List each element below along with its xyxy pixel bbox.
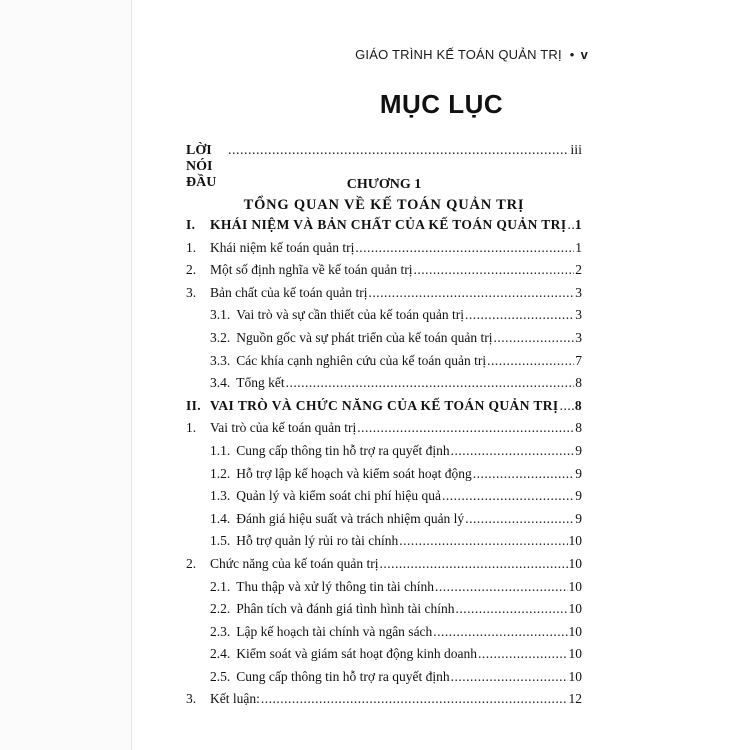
toc-entry-page: 10 xyxy=(568,555,582,571)
toc-entry[interactable] xyxy=(186,533,582,556)
toc-entry-text: Bản chất của kế toán quản trị xyxy=(210,284,368,300)
book-spine-shadow xyxy=(131,0,132,750)
toc-title: MỤC LỤC xyxy=(379,89,504,119)
toc-entry-number: 3.2. xyxy=(210,329,231,345)
toc-entry-page: 1 xyxy=(574,217,582,232)
toc-entry-page: 3 xyxy=(575,307,582,323)
toc-entry-page: 12 xyxy=(568,691,582,707)
toc-entry-number: 2.1. xyxy=(210,578,231,594)
toc-entry-number: 2. xyxy=(186,555,197,571)
toc-entry[interactable] xyxy=(186,443,582,466)
running-header xyxy=(355,47,588,62)
toc-entry-page: 7 xyxy=(575,352,582,368)
running-header-page-number: v xyxy=(580,47,588,62)
toc-entry-text: Kết luận: xyxy=(210,691,260,707)
toc-entry-page: 9 xyxy=(575,465,582,481)
dot-leader xyxy=(380,556,568,572)
toc-entry-text: LỜI NÓI ĐẦU xyxy=(186,143,217,190)
toc-entry[interactable] xyxy=(186,646,582,669)
left-page-margin xyxy=(0,0,132,750)
toc-entry-page: 2 xyxy=(575,262,582,278)
toc-entry-text: Kiểm soát và giám sát hoạt động kinh doanh xyxy=(236,646,477,662)
toc-entry-page: 9 xyxy=(575,510,582,526)
toc-entry[interactable] xyxy=(186,624,582,647)
toc-entry-text: KHÁI NIỆM VÀ BẢN CHẤT CỦA KẾ TOÁN QUẢN TRỊ xyxy=(210,217,567,232)
toc-entry-page: 10 xyxy=(568,646,582,662)
toc-entry-number: 1. xyxy=(186,239,197,255)
toc-entry-text: Tổng kết xyxy=(236,375,285,391)
chapter-label: CHƯƠNG 1 xyxy=(346,177,422,192)
toc-entry-text: Khái niệm kế toán quản trị xyxy=(210,239,355,255)
toc-entry-page: 3 xyxy=(575,329,582,345)
dot-leader xyxy=(451,443,575,459)
toc-entry-text: Thu thập và xử lý thông tin tài chính xyxy=(236,578,435,594)
toc-entry-page: 10 xyxy=(568,578,582,594)
toc-entry-number: 1.5. xyxy=(210,533,231,549)
dot-leader xyxy=(465,307,574,323)
toc-entry-number: 3. xyxy=(186,284,197,300)
toc-entry-number: 2.4. xyxy=(210,646,231,662)
running-header-bullet: • xyxy=(569,47,575,62)
toc-entry[interactable] xyxy=(186,330,582,353)
toc-entry-number: 3. xyxy=(186,691,197,707)
dot-leader xyxy=(473,466,575,482)
toc-entry-number: 1.1. xyxy=(210,442,231,458)
toc-entry[interactable] xyxy=(186,601,582,624)
dot-leader xyxy=(465,511,574,527)
toc-entry-text: Đánh giá hiệu suất và trách nhiệm quản lý xyxy=(236,510,465,526)
toc-entry[interactable] xyxy=(186,240,582,263)
dot-leader xyxy=(433,624,567,640)
toc-entry-page: 10 xyxy=(568,533,582,549)
toc-entry-number: 1.3. xyxy=(210,488,231,504)
toc-entry-text: Hỗ trợ quản lý rủi ro tài chính xyxy=(236,533,399,549)
toc-entry-text: Vai trò và sự cần thiết của kế toán quản trị xyxy=(236,307,464,323)
toc-entry-number: 3.3. xyxy=(210,352,231,368)
toc-entry-page: iii xyxy=(570,143,582,158)
dot-leader xyxy=(487,353,574,369)
toc-entry-number: 1.4. xyxy=(210,510,231,526)
toc-entry-number: 2.5. xyxy=(210,668,231,684)
toc-entry[interactable] xyxy=(186,420,582,443)
toc-entry-page: 10 xyxy=(568,601,582,617)
toc-entry-number: 2. xyxy=(186,262,197,278)
running-header-title: GIÁO TRÌNH KẾ TOÁN QUẢN TRỊ xyxy=(355,47,562,62)
toc-entry[interactable] xyxy=(186,217,582,240)
toc-entry-text: Vai trò của kế toán quản trị xyxy=(210,420,357,436)
toc-entry[interactable] xyxy=(186,285,582,308)
toc-entry-text: Các khía cạnh nghiên cứu của kế toán quản trị xyxy=(236,352,487,368)
dot-leader xyxy=(435,579,567,595)
dot-leader xyxy=(413,262,574,278)
toc-entry-text: Cung cấp thông tin hỗ trợ ra quyết định xyxy=(236,668,450,684)
toc-entry[interactable] xyxy=(186,398,582,421)
dot-leader xyxy=(560,398,574,414)
toc-entry-text: Chức năng của kế toán quản trị xyxy=(210,555,379,571)
toc-entry-text: Quản lý và kiểm soát chi phí hiệu quả xyxy=(236,488,441,504)
toc-entry-text: Lập kế hoạch tài chính và ngân sách xyxy=(236,623,433,639)
toc-entry-text: Hỗ trợ lập kế hoạch và kiểm soát hoạt động xyxy=(236,465,472,481)
toc-entry[interactable] xyxy=(186,262,582,285)
dot-leader xyxy=(368,285,574,301)
dot-leader xyxy=(399,533,567,549)
toc-entry-list xyxy=(186,217,582,714)
toc-entry-page: 8 xyxy=(574,397,582,413)
dot-leader xyxy=(357,420,574,436)
dot-leader xyxy=(451,669,568,685)
dot-leader xyxy=(567,217,573,233)
dot-leader xyxy=(228,143,569,159)
toc-entry-text: Một số định nghĩa về kế toán quản trị xyxy=(210,262,413,278)
dot-leader xyxy=(286,375,575,391)
dot-leader xyxy=(455,601,567,617)
toc-entry[interactable] xyxy=(186,669,582,692)
toc-entry-text: Nguồn gốc và sự phát triển của kế toán quản trị xyxy=(236,329,493,345)
dot-leader xyxy=(442,488,574,504)
toc-entry-page: 8 xyxy=(575,420,582,436)
toc-entry-number: 1.2. xyxy=(210,465,231,481)
toc-entry-page: 3 xyxy=(575,284,582,300)
toc-entry-number: II. xyxy=(186,397,202,413)
toc-entry-number: 2.3. xyxy=(210,623,231,639)
toc-entry[interactable] xyxy=(186,556,582,579)
toc-entry-number: 3.1. xyxy=(210,307,231,323)
toc-entry[interactable] xyxy=(186,511,582,534)
toc-entry[interactable] xyxy=(186,691,582,714)
toc-entry-text: VAI TRÒ VÀ CHỨC NĂNG CỦA KẾ TOÁN QUẢN TRỊ xyxy=(210,397,559,413)
dot-leader xyxy=(494,330,575,346)
toc-entry[interactable] xyxy=(186,375,582,398)
toc-entry-page: 10 xyxy=(568,668,582,684)
dot-leader xyxy=(355,240,574,256)
toc-entry-page: 1 xyxy=(575,239,582,255)
toc-entry[interactable] xyxy=(186,466,582,489)
toc-entry[interactable] xyxy=(186,579,582,602)
toc-entry[interactable] xyxy=(186,488,582,511)
toc-entry-number: 1. xyxy=(186,420,197,436)
dot-leader xyxy=(261,691,568,707)
toc-entry[interactable] xyxy=(186,353,582,376)
toc-entry-page: 9 xyxy=(575,488,582,504)
chapter-title: TỔNG QUAN VỀ KẾ TOÁN QUẢN TRỊ xyxy=(243,197,525,213)
toc-entry-number: I. xyxy=(186,217,196,232)
toc-entry-number: 3.4. xyxy=(210,375,231,391)
toc-entry-number: 2.2. xyxy=(210,601,231,617)
toc-entry-text: Phân tích và đánh giá tình hình tài chính xyxy=(236,601,455,617)
toc-entry-page: 10 xyxy=(568,623,582,639)
toc-entry-page: 9 xyxy=(575,442,582,458)
toc-entry[interactable] xyxy=(186,307,582,330)
toc-entry-text: Cung cấp thông tin hỗ trợ ra quyết định xyxy=(236,442,450,458)
dot-leader xyxy=(478,646,568,662)
toc-entry-page: 8 xyxy=(575,375,582,391)
